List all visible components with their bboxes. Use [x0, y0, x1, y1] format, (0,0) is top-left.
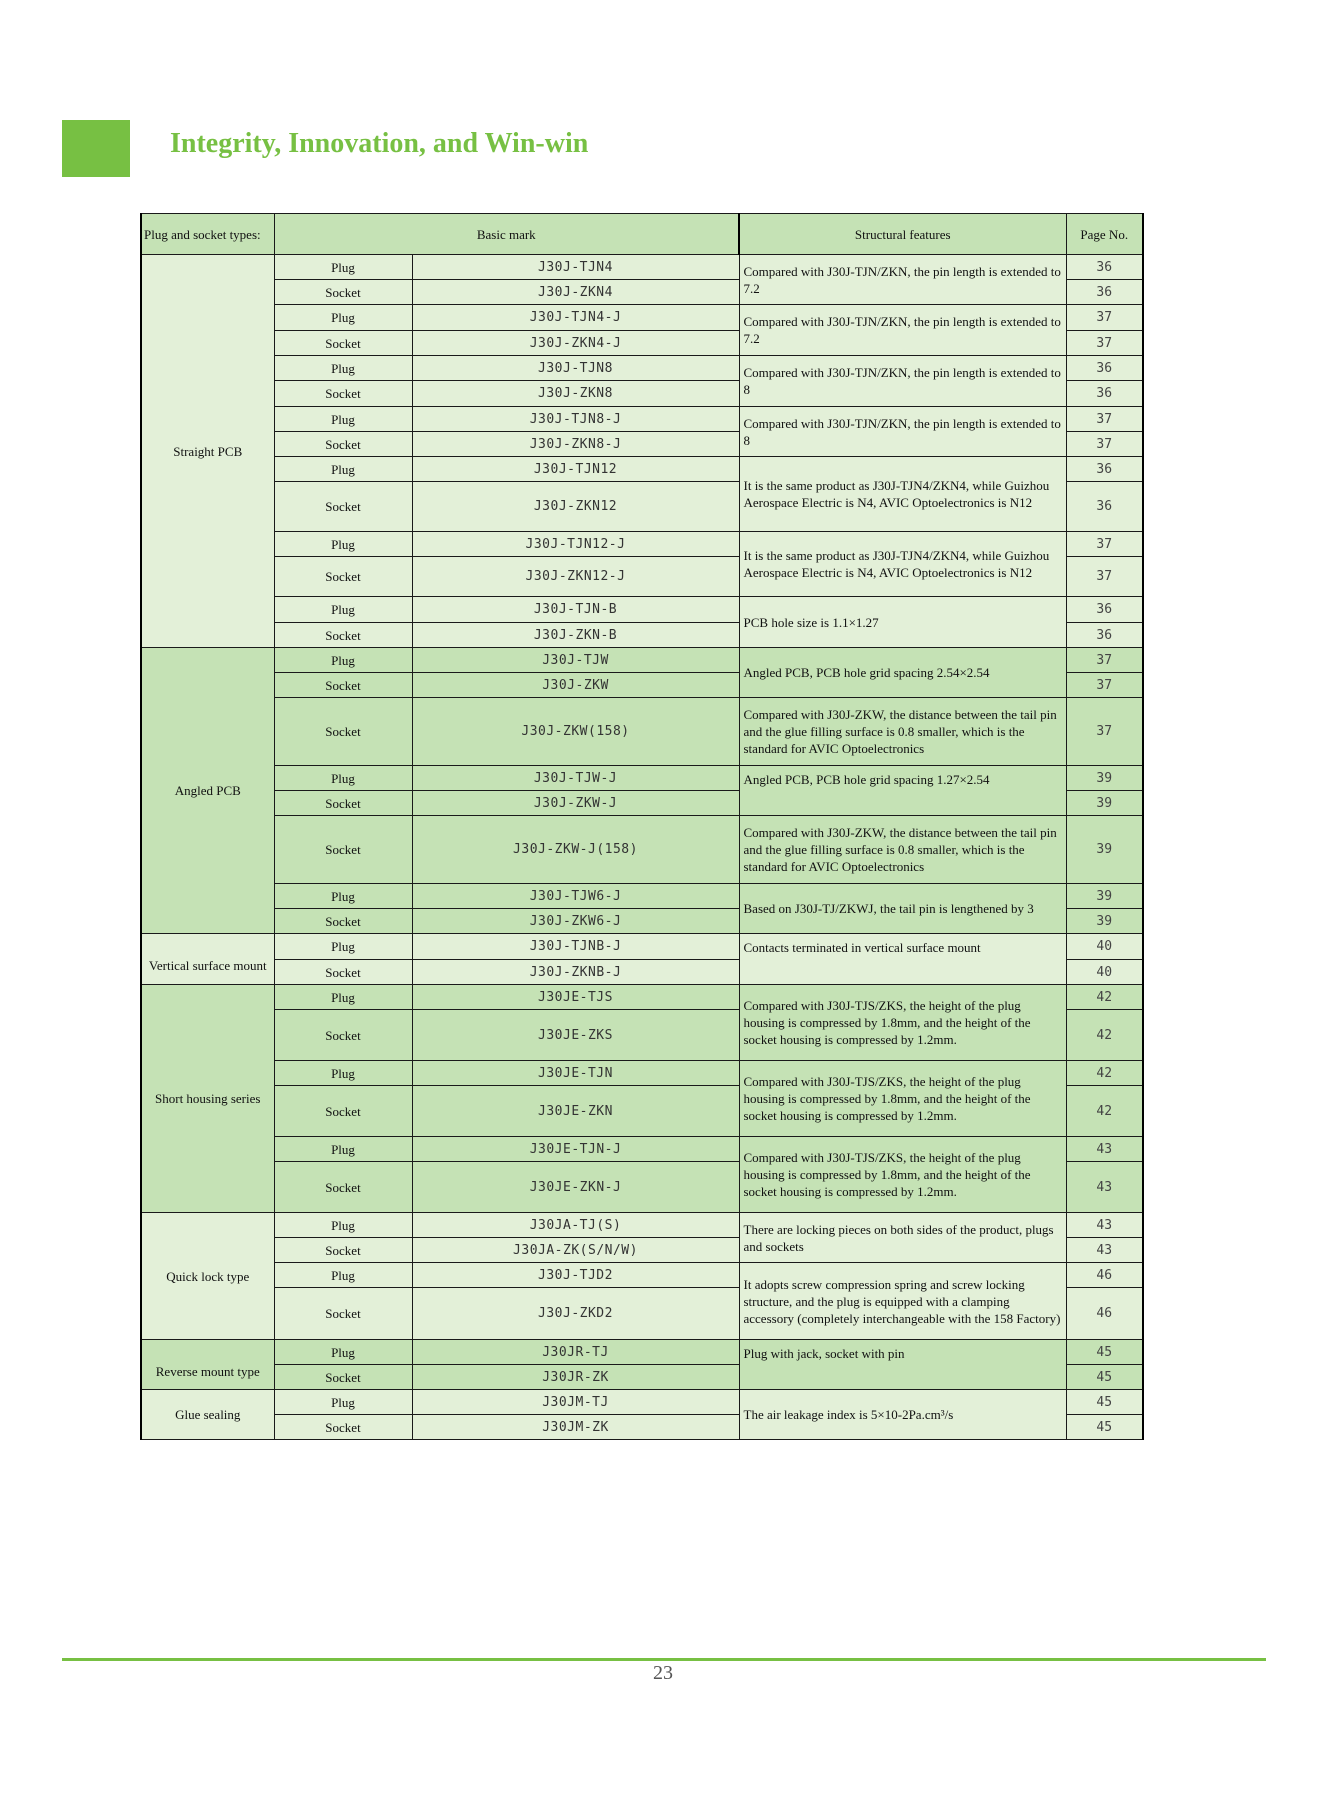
row-feature: There are locking pieces on both sides of the product, plugs and sockets [739, 1213, 1066, 1263]
table-row [141, 1263, 1143, 1288]
row-mark: J30JM-ZK [412, 1415, 739, 1440]
row-page: 42 [1066, 1086, 1143, 1137]
row-page: 43 [1066, 1213, 1143, 1238]
page-number: 23 [653, 1662, 673, 1684]
row-mark: J30J-TJW [412, 648, 739, 673]
row-kind: Socket [274, 623, 412, 648]
row-mark: J30JM-TJ [412, 1390, 739, 1415]
row-feature: It is the same product as J30J-TJN4/ZKN4, while Guizhou Aerospace Electric is N4, AVIC Optoelectronics is N12 [739, 457, 1066, 532]
group-glue-sealing: Glue sealing [141, 1390, 274, 1440]
row-mark: J30JE-ZKN [412, 1086, 739, 1137]
row-kind: Socket [274, 1238, 412, 1263]
table-row [141, 816, 1143, 884]
row-kind: Plug [274, 985, 412, 1010]
row-feature: Based on J30J-TJ/ZKWJ, the tail pin is lengthened by 3 [739, 884, 1066, 934]
row-mark: J30J-ZKW [412, 673, 739, 698]
row-kind: Socket [274, 1415, 412, 1440]
row-feature: It adopts screw compression spring and screw locking structure, and the plug is equipped with a clamping accessory (completely interchangeable with the 158 Factory) [739, 1263, 1066, 1340]
table-row [141, 1061, 1143, 1086]
table-row [141, 457, 1143, 482]
row-page: 39 [1066, 816, 1143, 884]
group-angled-pcb: Angled PCB [141, 648, 274, 934]
row-kind: Socket [274, 557, 412, 597]
row-kind: Socket [274, 1010, 412, 1061]
row-mark: J30J-TJN8 [412, 356, 739, 381]
row-kind: Socket [274, 698, 412, 766]
row-feature: Angled PCB, PCB hole grid spacing 2.54×2.54 [739, 648, 1066, 698]
row-feature: Compared with J30J-TJN/ZKN, the pin length is extended to 8 [739, 356, 1066, 407]
table-row [141, 934, 1143, 960]
row-page: 37 [1066, 532, 1143, 557]
row-page: 36 [1066, 280, 1143, 305]
row-feature: Compared with J30J-TJN/ZKN, the pin length is extended to 8 [739, 407, 1066, 457]
row-mark: J30J-TJD2 [412, 1263, 739, 1288]
row-kind: Socket [274, 432, 412, 457]
row-kind: Socket [274, 791, 412, 816]
row-page: 40 [1066, 960, 1143, 985]
row-kind: Socket [274, 909, 412, 934]
row-page: 36 [1066, 457, 1143, 482]
row-feature: Compared with J30J-TJS/ZKS, the height of the plug housing is compressed by 1.8mm, and the height of the socket housing is compressed by 1.2mm. [739, 1061, 1066, 1137]
row-feature: It is the same product as J30J-TJN4/ZKN4, while Guizhou Aerospace Electric is N4, AVIC Optoelectronics is N12 [739, 532, 1066, 597]
row-feature: Compared with J30J-TJN/ZKN, the pin length is extended to 7.2 [739, 305, 1066, 356]
table-header-row [141, 214, 1143, 255]
row-feature: Compared with J30J-TJN/ZKN, the pin length is extended to 7.2 [739, 255, 1066, 305]
row-kind: Socket [274, 1162, 412, 1213]
row-kind: Plug [274, 305, 412, 331]
row-page: 39 [1066, 791, 1143, 816]
table-row [141, 305, 1143, 331]
row-mark: J30J-TJN-B [412, 597, 739, 623]
row-page: 42 [1066, 1010, 1143, 1061]
row-page: 45 [1066, 1340, 1143, 1365]
row-mark: J30J-TJN4-J [412, 305, 739, 331]
row-kind: Plug [274, 884, 412, 909]
row-kind: Socket [274, 960, 412, 985]
table-row [141, 1340, 1143, 1365]
table-row [141, 698, 1143, 766]
table-row [141, 1213, 1143, 1238]
table-row [141, 1390, 1143, 1415]
footer-divider [62, 1658, 1266, 1661]
page-title: Integrity, Innovation, and Win-win [170, 128, 589, 159]
row-kind: Socket [274, 331, 412, 356]
header-green-block [62, 120, 130, 177]
row-kind: Socket [274, 1288, 412, 1340]
table-row [141, 985, 1143, 1010]
row-mark: J30J-ZKN8-J [412, 432, 739, 457]
row-mark: J30JA-TJ(S) [412, 1213, 739, 1238]
row-feature: Compared with J30J-TJS/ZKS, the height of the plug housing is compressed by 1.8mm, and the height of the socket housing is compressed by 1.2mm. [739, 1137, 1066, 1213]
row-mark: J30JE-TJS [412, 985, 739, 1010]
table-row [141, 884, 1143, 909]
row-mark: J30JR-ZK [412, 1365, 739, 1390]
row-feature: Plug with jack, socket with pin [739, 1340, 1066, 1390]
row-page: 37 [1066, 432, 1143, 457]
row-page: 42 [1066, 1061, 1143, 1086]
row-kind: Plug [274, 1061, 412, 1086]
row-mark: J30J-ZKW-J [412, 791, 739, 816]
row-kind: Socket [274, 280, 412, 305]
table-row [141, 766, 1143, 791]
row-page: 45 [1066, 1365, 1143, 1390]
row-page: 46 [1066, 1263, 1143, 1288]
row-page: 36 [1066, 623, 1143, 648]
row-kind: Plug [274, 1340, 412, 1365]
row-kind: Plug [274, 1263, 412, 1288]
row-feature: PCB hole size is 1.1×1.27 [739, 597, 1066, 648]
row-feature: Compared with J30J-ZKW, the distance between the tail pin and the glue filling surface is 0.8 smaller, which is the standard for AVIC Optoelectronics [739, 698, 1066, 766]
row-kind: Socket [274, 816, 412, 884]
row-feature: Contacts terminated in vertical surface mount [739, 934, 1066, 985]
row-mark: J30J-TJN8-J [412, 407, 739, 432]
row-kind: Socket [274, 1086, 412, 1137]
row-mark: J30JE-TJN-J [412, 1137, 739, 1162]
row-mark: J30J-ZKN4 [412, 280, 739, 305]
row-mark: J30J-TJNB-J [412, 934, 739, 960]
row-mark: J30JR-TJ [412, 1340, 739, 1365]
row-mark: J30J-ZKN12 [412, 482, 739, 532]
row-mark: J30J-ZKW(158) [412, 698, 739, 766]
row-feature: Compared with J30J-TJS/ZKS, the height of the plug housing is compressed by 1.8mm, and the height of the socket housing is compressed by 1.2mm. [739, 985, 1066, 1061]
row-page: 39 [1066, 766, 1143, 791]
row-kind: Plug [274, 766, 412, 791]
header-mark: Basic mark [274, 214, 739, 255]
row-mark: J30JA-ZK(S/N/W) [412, 1238, 739, 1263]
row-kind: Socket [274, 1365, 412, 1390]
row-page: 45 [1066, 1415, 1143, 1440]
group-reverse-mount: Reverse mount type [141, 1340, 274, 1390]
row-page: 46 [1066, 1288, 1143, 1340]
row-feature: Angled PCB, PCB hole grid spacing 1.27×2.54 [739, 766, 1066, 816]
table-row [141, 532, 1143, 557]
row-page: 36 [1066, 255, 1143, 280]
row-page: 39 [1066, 909, 1143, 934]
row-mark: J30J-TJW-J [412, 766, 739, 791]
row-feature: The air leakage index is 5×10-2Pa.cm³/s [739, 1390, 1066, 1440]
row-mark: J30J-TJN12 [412, 457, 739, 482]
row-kind: Plug [274, 1390, 412, 1415]
row-mark: J30J-TJW6-J [412, 884, 739, 909]
header-type: Plug and socket types: [141, 214, 274, 255]
row-page: 37 [1066, 305, 1143, 331]
table-row [141, 356, 1143, 381]
row-kind: Socket [274, 381, 412, 407]
row-page: 37 [1066, 331, 1143, 356]
row-page: 45 [1066, 1390, 1143, 1415]
table-row [141, 597, 1143, 623]
row-page: 43 [1066, 1238, 1143, 1263]
row-mark: J30J-ZKW-J(158) [412, 816, 739, 884]
row-page: 40 [1066, 934, 1143, 960]
row-page: 36 [1066, 381, 1143, 407]
row-mark: J30J-TJN12-J [412, 532, 739, 557]
table-row [141, 407, 1143, 432]
row-kind: Plug [274, 1137, 412, 1162]
row-page: 39 [1066, 884, 1143, 909]
row-kind: Plug [274, 1213, 412, 1238]
row-kind: Socket [274, 482, 412, 532]
row-mark: J30J-ZKW6-J [412, 909, 739, 934]
row-mark: J30J-ZKN8 [412, 381, 739, 407]
row-kind: Socket [274, 673, 412, 698]
row-mark: J30JE-ZKS [412, 1010, 739, 1061]
row-mark: J30J-TJN4 [412, 255, 739, 280]
row-page: 42 [1066, 985, 1143, 1010]
row-page: 37 [1066, 648, 1143, 673]
group-straight-pcb: Straight PCB [141, 255, 274, 648]
header-features: Structural features [739, 214, 1066, 255]
row-kind: Plug [274, 934, 412, 960]
row-kind: Plug [274, 407, 412, 432]
row-page: 37 [1066, 673, 1143, 698]
group-quick-lock: Quick lock type [141, 1213, 274, 1340]
row-feature: Compared with J30J-ZKW, the distance between the tail pin and the glue filling surface is 0.8 smaller, which is the standard for AVIC Optoelectronics [739, 816, 1066, 884]
row-kind: Plug [274, 255, 412, 280]
table-row [141, 255, 1143, 280]
row-mark: J30J-ZKN4-J [412, 331, 739, 356]
row-page: 36 [1066, 482, 1143, 532]
row-page: 36 [1066, 597, 1143, 623]
connector-spec-table [140, 213, 1144, 1440]
row-mark: J30JE-ZKN-J [412, 1162, 739, 1213]
row-kind: Plug [274, 648, 412, 673]
row-kind: Plug [274, 532, 412, 557]
row-mark: J30J-ZKN-B [412, 623, 739, 648]
group-vertical-surface-mount: Vertical surface mount [141, 934, 274, 985]
row-mark: J30J-ZKN12-J [412, 557, 739, 597]
row-kind: Plug [274, 457, 412, 482]
row-mark: J30J-ZKNB-J [412, 960, 739, 985]
row-page: 37 [1066, 698, 1143, 766]
row-page: 37 [1066, 407, 1143, 432]
table-row [141, 648, 1143, 673]
row-page: 37 [1066, 557, 1143, 597]
group-short-housing: Short housing series [141, 985, 274, 1213]
row-kind: Plug [274, 597, 412, 623]
header-page: Page No. [1066, 214, 1143, 255]
row-page: 43 [1066, 1162, 1143, 1213]
row-mark: J30JE-TJN [412, 1061, 739, 1086]
row-mark: J30J-ZKD2 [412, 1288, 739, 1340]
row-page: 36 [1066, 356, 1143, 381]
row-page: 43 [1066, 1137, 1143, 1162]
row-kind: Plug [274, 356, 412, 381]
table-row [141, 1137, 1143, 1162]
